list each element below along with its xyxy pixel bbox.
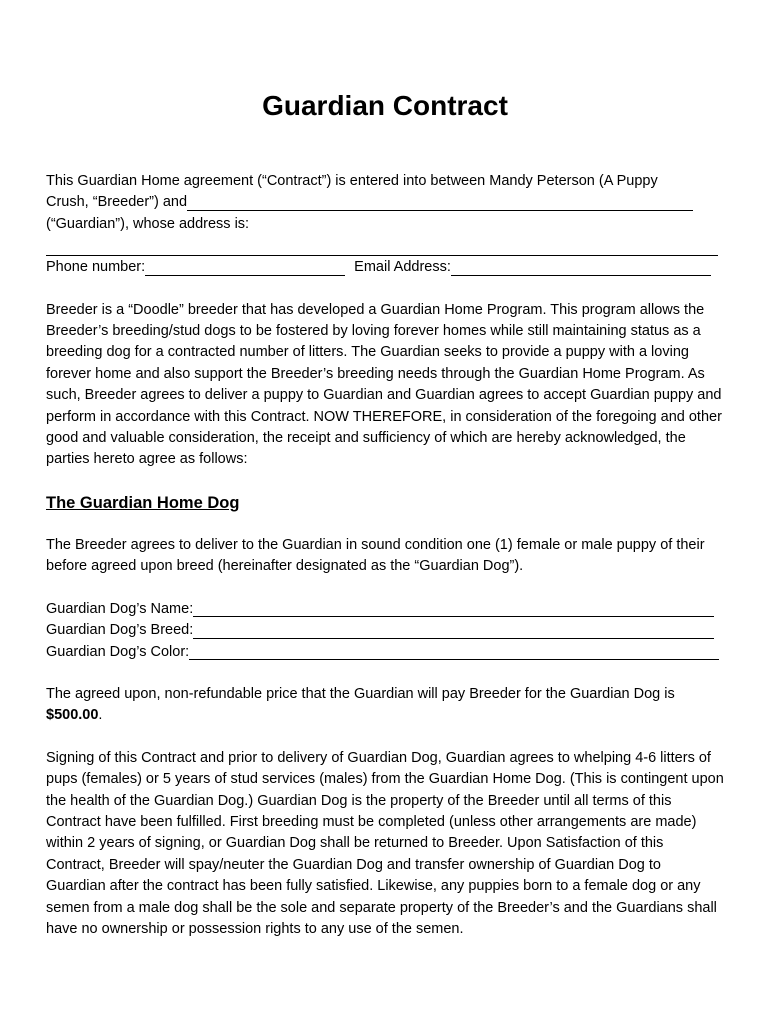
dog-fields-block (46, 599, 724, 663)
delivery-paragraph: The Breeder agrees to deliver to the Guardian in sound condition one (1) female or male puppy of their before agreed upon breed (hereinafter designated as the “Guardian Dog”). (46, 536, 705, 575)
dog-name-label: Guardian Dog’s Name: (46, 600, 194, 617)
intro-block (46, 171, 724, 279)
dog-color-field[interactable] (189, 643, 719, 660)
guardian-name-row (46, 192, 724, 213)
price-end: . (98, 707, 103, 724)
dog-breed-field[interactable] (193, 622, 714, 639)
dog-breed-label: Guardian Dog’s Breed: (46, 622, 194, 639)
dog-name-field[interactable] (193, 600, 714, 617)
page-title: Guardian Contract (262, 90, 508, 121)
program-paragraph: Breeder is a “Doodle” breeder that has developed a Guardian Home Program. This program allows the Breeder’s breeding/stud dogs to be fostered by loving forever homes while still maintaining status as a breeding dog for a contracted number of litters. The Guardian seeks to provide a puppy with a loving forever home and also support the Breeder’s breeding needs through the Guardian Home Program. As such, Breeder agrees to deliver a puppy to Guardian and Guardian agrees to accept Guardian puppy and perform in accordance with this Contract. NOW THEREFORE, in consideration of the foregoing and other good and valuable consideration, the receipt and sufficiency of which are hereby acknowledged, the parties hereto agree as follows: (46, 301, 722, 468)
guardian-address-field[interactable] (46, 235, 718, 256)
price-amount: $500.00 (46, 707, 99, 724)
dog-color-label: Guardian Dog’s Color: (46, 643, 190, 660)
guardian-name-field[interactable] (187, 194, 693, 211)
dog-name-row (46, 599, 724, 620)
dog-breed-row (46, 620, 724, 641)
price-text: The agreed upon, non-refundable price that the Guardian will pay Breeder for the Guardian Dog is (46, 685, 675, 702)
phone-label: Phone number: (46, 259, 146, 276)
dog-color-row (46, 642, 724, 663)
intro-line-2-label: Crush, “Breeder”) and (46, 194, 188, 211)
intro-line-3: (“Guardian”), whose address is: (46, 215, 250, 232)
terms-paragraph: Signing of this Contract and prior to delivery of Guardian Dog, Guardian agrees to whelping 4-6 litters of pups (females) or 5 years of stud services (males) from the Guardian Home Dog. (This is contingent upon the health of the Guardian Dog.) Guardian Dog is the property of the Breeder until all terms of this Contract have been fulfilled. First breeding must be completed (unless other arrangements are made) within 2 years of signing, or Guardian Dog shall be returned to Breeder. Upon Satisfaction of this Contract, Breeder will spay/neuter the Guardian Dog and transfer ownership of Guardian Dog to Guardian after the contract has been fully satisfied. Likewise, any puppies born to a female dog or any semen from a male dog shall be the sole and separate property of the Breeder’s and the Guardians shall have no ownership or possession rights to any use of the semen. (46, 749, 724, 937)
email-field[interactable] (451, 259, 711, 276)
price-paragraph (46, 684, 724, 727)
contact-row (46, 257, 724, 278)
section-heading: The Guardian Home Dog (46, 493, 240, 512)
phone-field[interactable] (145, 259, 345, 276)
email-label: Email Address: (354, 259, 451, 276)
intro-line-1: This Guardian Home agreement (“Contract”) is entered into between Mandy Peterson (A Puppy (46, 173, 658, 189)
